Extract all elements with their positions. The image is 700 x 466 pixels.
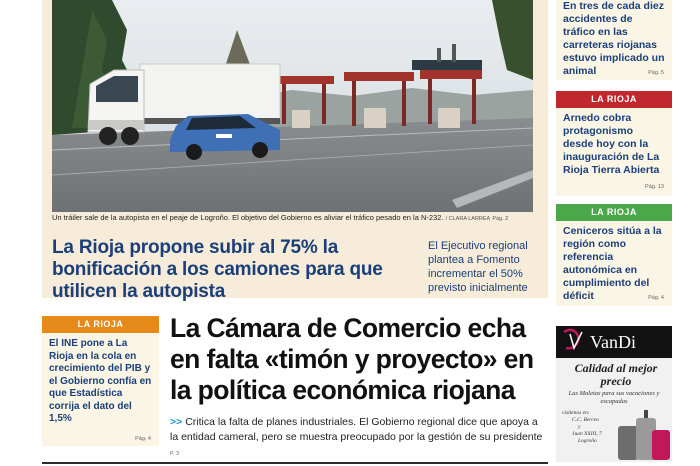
- toll-plaza-photo: [52, 0, 533, 212]
- suitcase-icon: [652, 430, 670, 460]
- vandi-advertisement[interactable]: [556, 326, 672, 462]
- brief-ceniceros[interactable]: [556, 204, 672, 306]
- ad-address1: C.C. Berceo: [572, 417, 599, 423]
- deck-arrows: >>: [170, 416, 183, 428]
- brief-accidents[interactable]: [556, 0, 672, 80]
- ad-address3: Juan XXIII, 7: [572, 431, 602, 437]
- brief-page: Pág. 4: [648, 295, 664, 301]
- bottom-rule: [42, 462, 548, 464]
- feature-headline[interactable]: La Rioja propone subir al 75% la bonificación a los camiones para que utilicen la autopista: [52, 237, 383, 302]
- brief-text: Arnedo cobra protagonismo desde hoy con la inauguración de La Rioja Tierra Abierta: [563, 112, 660, 176]
- brief-page: Pág. 4: [135, 436, 151, 442]
- brief-page: Pág. 5: [648, 70, 664, 76]
- brief-page: Pág. 13: [645, 184, 664, 190]
- section-label: LA RIOJA: [556, 91, 672, 108]
- photo-caption: [52, 212, 533, 225]
- section-label: LA RIOJA: [42, 316, 159, 333]
- deck-text: Critica la falta de planes industriales. El Gobierno regional dice que apoya a la entidad cameral, pero se muestra preocupado por la gestión de su presidente: [170, 416, 543, 443]
- suitcase-icon: [618, 426, 638, 460]
- section-label: LA RIOJA: [556, 204, 672, 221]
- feature-deck: El Ejecutivo regional plantea a Fomento incrementar el 50% previsto inicialmente: [428, 240, 528, 294]
- brief-text: El INE pone a La Rioja en la cola en crecimiento del PIB y el Gobierno confía en que Estadística corrija el dato del 1,5%: [49, 338, 152, 424]
- caption-page: Pág. 2: [492, 216, 509, 222]
- caption-credit: / CLARA LARREA: [445, 216, 491, 222]
- feature-photo: [52, 0, 533, 212]
- ad-address2: y: [578, 424, 581, 430]
- ad-offer: Las Maletas para sus vacaciones y escapadas: [568, 390, 660, 405]
- deck-page: P. 3: [170, 451, 180, 457]
- main-deck: [170, 415, 545, 462]
- ad-brand: VanDi: [590, 332, 636, 352]
- brief-ine[interactable]: [42, 316, 159, 446]
- ad-tagline: Calidad al mejor precio: [574, 361, 658, 388]
- brief-arnedo[interactable]: [556, 91, 672, 196]
- main-headline[interactable]: La Cámara de Comercio echa en falta «timón y proyecto» en la política económica riojana: [170, 313, 534, 405]
- brief-text: Ceniceros sitúa a la región como referencia autonómica en cumplimiento del déficit: [563, 225, 662, 302]
- brief-text: En tres de cada diez accidentes de tráfico en las carreteras riojanas estuvo implicado un animal: [563, 0, 665, 77]
- ad-address: [562, 410, 618, 445]
- ad-visit: visítenos en:: [562, 410, 590, 416]
- ad-city: Logroño: [578, 438, 597, 444]
- caption-text: Un tráiler sale de la autopista en el peaje de Logroño. El objetivo del Gobierno es aliviar el tráfico pesado en la N-232.: [52, 213, 444, 222]
